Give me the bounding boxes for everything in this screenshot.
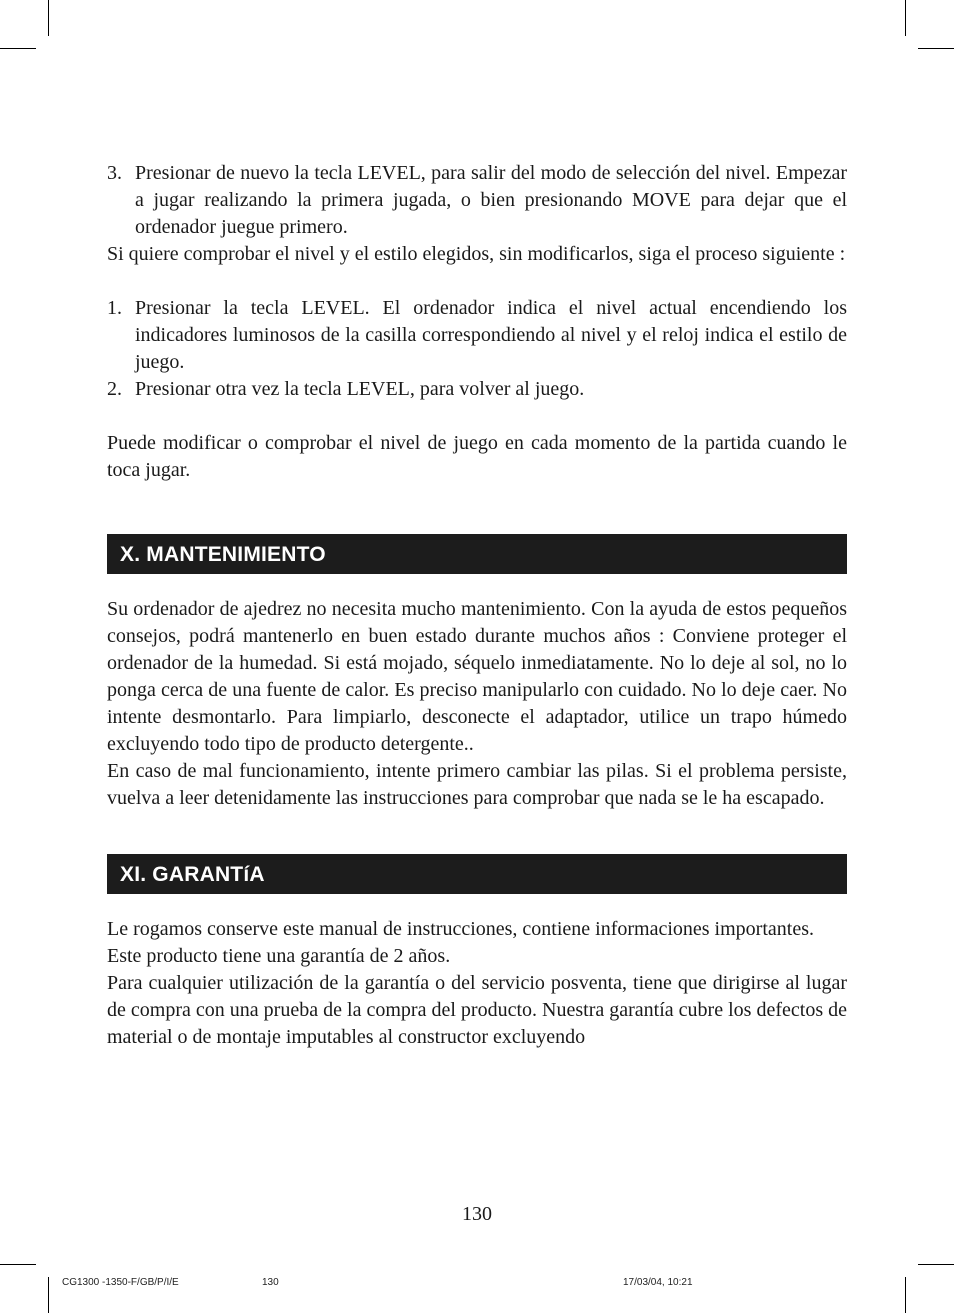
footer-datetime: 17/03/04, 10:21 (623, 1277, 693, 1288)
list-number: 1. (107, 297, 122, 319)
crop-mark-top-left-h (0, 48, 36, 49)
check-intro: Si quiere comprobar el nivel y el estilo elegidos, sin modificarlos, siga el proceso siguiente : (107, 243, 846, 265)
crop-mark-top-right-v (905, 0, 906, 36)
footer-doc-code: CG1300 -1350-F/GB/P/I/E (62, 1277, 179, 1288)
crop-mark-bottom-left-v (48, 1277, 49, 1313)
modify-note: Puede modificar o comprobar el nivel de juego en cada momento de la partida cuando le toca jugar. (107, 432, 847, 481)
footer-page: 130 (262, 1277, 279, 1288)
section-heading-maintenance (107, 534, 847, 574)
list-item-2 (107, 376, 847, 403)
crop-mark-bottom-left-h (0, 1264, 36, 1265)
page-content (107, 160, 847, 1051)
crop-mark-bottom-right-v (905, 1277, 906, 1313)
spacer (107, 812, 847, 854)
list-text: Presionar de nuevo la tecla LEVEL, para salir del modo de selección del nivel. Empezar a jugar realizando la primera jugada, o bien presionando MOVE para dejar que el ordenador juegue primero. (135, 162, 847, 238)
page-number: 130 (462, 1203, 492, 1225)
list-number: 2. (107, 378, 122, 400)
warranty-paragraph-3: Para cualquier utilización de la garantía o del servicio posventa, tiene que dirigirse al lugar de compra con una prueba de la compra del producto. Nuestra garantía cubre los defectos de material o de montaje imputables al constructor excluyendo (107, 972, 847, 1048)
list-item-3 (107, 160, 847, 241)
maintenance-paragraph-1: Su ordenador de ajedrez no necesita mucho mantenimiento. Con la ayuda de estos pequeños consejos, podrá mantenerlo en buen estado durante muchos años : Conviene proteger el ordenador de la humedad. Si está mojado, séquelo inmediatamente. No lo deje al sol, no lo ponga cerca de una fuente de calor. Es preciso manipularlo con cuidado. No lo deje caer. No intente desmontarlo. Para limpiarlo, desconecte el adaptador, utilice un trapo húmedo excluyendo todo tipo de producto detergente.. (107, 598, 847, 755)
warranty-paragraph-2: Este producto tiene una garantía de 2 años. (107, 945, 451, 967)
spacer (107, 403, 847, 430)
list-text: Presionar otra vez la tecla LEVEL, para volver al juego. (135, 378, 585, 400)
spacer (107, 268, 847, 295)
crop-mark-bottom-right-h (918, 1264, 954, 1265)
section-title: XI. GARANTíA (120, 862, 265, 886)
maintenance-paragraph-2: En caso de mal funcionamiento, intente primero cambiar las pilas. Si el problema persiste, vuelva a leer detenidamente las instrucciones para comprobar que nada se le ha escapado. (107, 760, 847, 809)
warranty-paragraph-1: Le rogamos conserve este manual de instrucciones, contiene informaciones importantes. (107, 918, 814, 940)
crop-mark-top-left-v (48, 0, 49, 36)
section-title: X. MANTENIMIENTO (120, 542, 326, 566)
list-text: Presionar la tecla LEVEL. El ordenador indica el nivel actual encendiendo los indicadores luminosos de la casilla correspondiendo al nivel y el reloj indica el estilo de juego. (135, 297, 847, 373)
crop-mark-top-right-h (918, 48, 954, 49)
list-number: 3. (107, 162, 122, 184)
spacer (107, 484, 847, 534)
section-heading-warranty (107, 854, 847, 894)
list-item-1 (107, 295, 847, 376)
